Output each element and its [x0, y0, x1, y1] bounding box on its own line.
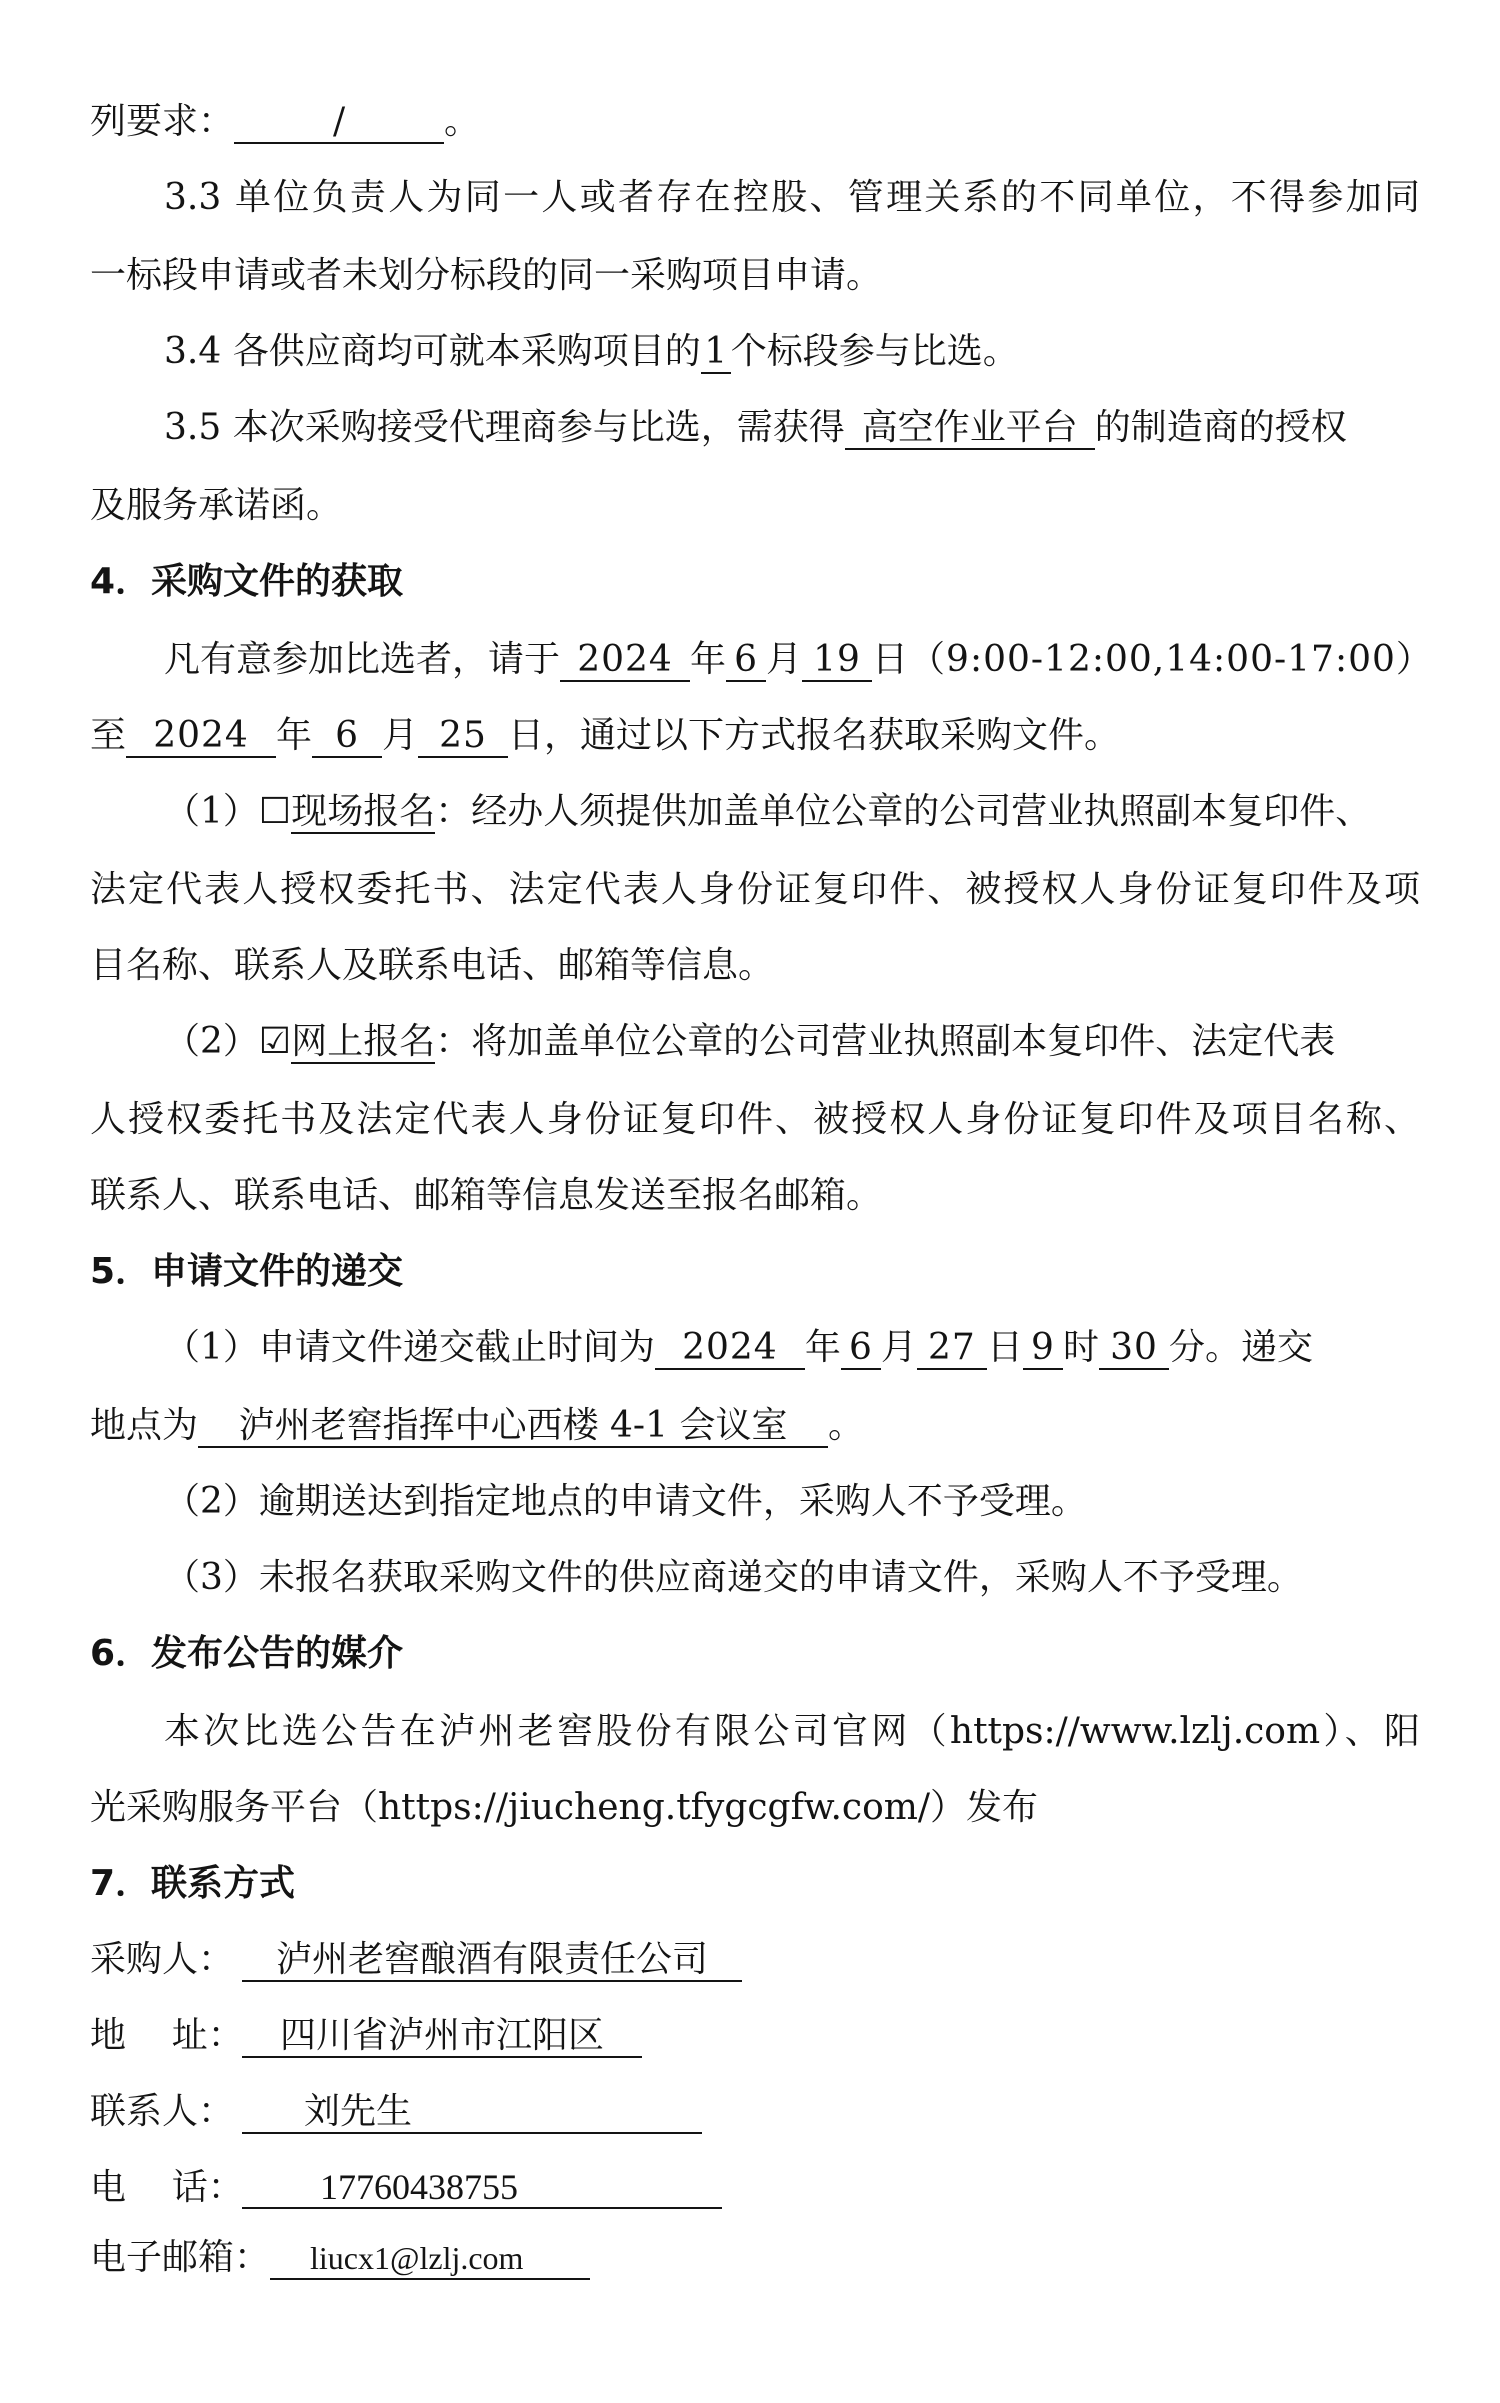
onsite-registration-line-3: 目名称、联系人及联系电话、邮箱等信息。	[90, 945, 775, 986]
onsite-registration-label: 现场报名	[291, 791, 436, 832]
period-outro: 日，通过以下方式报名获取采购文件。	[508, 715, 1121, 756]
contact-label: 联系人：	[90, 2091, 235, 2132]
onsite-registration-line-2: 法定代表人授权委托书、法定代表人身份证复印件、被授权人身份证复印件及项	[90, 869, 1420, 910]
phone-value: 17760438755	[242, 2167, 722, 2209]
requirements-prefix: 列要求：	[90, 101, 235, 142]
year-label: 年	[276, 715, 313, 756]
unchecked-box-icon: ☐	[258, 791, 292, 832]
contact-value: 刘先生	[242, 2092, 702, 2134]
minute-label: 分。递交	[1168, 1327, 1313, 1368]
start-year: 2024	[560, 640, 690, 682]
deadline-minute: 30	[1099, 1328, 1169, 1370]
location-line	[90, 1400, 1420, 1452]
option-1-number: （1）	[164, 791, 259, 832]
location-end: 。	[828, 1405, 865, 1446]
option-2-number: （2）	[164, 1021, 259, 1062]
deadline-month: 6	[841, 1328, 881, 1370]
online-registration-text: ：将加盖单位公章的公司营业执照副本复印件、法定代表	[435, 1021, 1336, 1062]
end-month: 6	[312, 716, 382, 758]
late-submission-rule: （2）逾期送达到指定地点的申请文件，采购人不予受理。	[164, 1481, 1087, 1522]
period-intro: 凡有意参加比选者，请于	[164, 639, 561, 680]
deadline-intro: （1）申请文件递交截止时间为	[164, 1327, 655, 1368]
email-line	[90, 2232, 1420, 2284]
address-value: 四川省泸州市江阳区	[242, 2016, 642, 2058]
section-4-period-line-2	[90, 710, 1420, 762]
deadline-day: 27	[917, 1328, 987, 1370]
phone-label: 电 话：	[90, 2167, 244, 2208]
section-7-title: 7．联系方式	[90, 1863, 296, 1904]
address-label: 地 址：	[90, 2015, 244, 2056]
address-line	[90, 2010, 1420, 2062]
deadline-line	[164, 1322, 1420, 1374]
requirements-line	[90, 96, 1420, 148]
clause-3-5-pre: 3.5 本次采购接受代理商参与比选，需获得	[164, 407, 845, 448]
end-year: 2024	[126, 716, 276, 758]
start-month: 6	[726, 640, 766, 682]
submission-location: 泸州老窖指挥中心西楼 4-1 会议室	[198, 1406, 828, 1448]
start-day: 19	[802, 640, 872, 682]
onsite-registration-text: ：经办人须提供加盖单位公章的公司营业执照副本复印件、	[435, 791, 1372, 832]
section-6-title: 6．发布公告的媒介	[90, 1633, 404, 1674]
checked-box-icon: ☑	[258, 1021, 292, 1062]
clause-3-4	[164, 326, 1420, 378]
online-registration-line-1	[164, 1016, 1420, 1068]
buyer-line	[90, 1934, 1420, 1986]
buyer-value: 泸州老窖酿酒有限责任公司	[242, 1940, 742, 1982]
phone-line	[90, 2162, 1420, 2214]
requirements-end: 。	[444, 101, 481, 142]
onsite-registration-line-1	[164, 786, 1420, 838]
email-value[interactable]: liucx1@lzlj.com	[270, 2238, 590, 2280]
clause-3-3-line-2: 一标段申请或者未划分标段的同一采购项目申请。	[90, 255, 883, 296]
clause-3-3-line-1: 3.3 单位负责人为同一人或者存在控股、管理关系的不同单位，不得参加同	[164, 177, 1420, 218]
year-label: 年	[804, 1327, 841, 1368]
section-4-period-line-1	[164, 634, 1433, 686]
media-line-2: 光采购服务平台（https://jiucheng.tfygcgfw.com/）发布	[90, 1787, 1039, 1828]
day-label: 日	[986, 1327, 1023, 1368]
unregistered-submission-rule: （3）未报名获取采购文件的供应商递交的申请文件，采购人不予受理。	[164, 1557, 1303, 1598]
end-day: 25	[418, 716, 508, 758]
contact-line	[90, 2086, 1420, 2138]
online-registration-label: 网上报名	[291, 1021, 436, 1062]
to-label: 至	[90, 715, 127, 756]
email-label: 电子邮箱：	[90, 2237, 271, 2278]
month-label: 月	[766, 639, 803, 680]
clause-3-5-line-2: 及服务承诺函。	[90, 485, 343, 526]
online-registration-line-2: 人授权委托书及法定代表人身份证复印件、被授权人身份证复印件及项目名称、	[90, 1099, 1420, 1140]
hour-label: 时	[1062, 1327, 1099, 1368]
deadline-year: 2024	[655, 1328, 805, 1370]
section-4-title: 4．采购文件的获取	[90, 561, 404, 602]
clause-3-5-post: 的制造商的授权	[1094, 407, 1347, 448]
section-5-title: 5．申请文件的递交	[90, 1251, 404, 1292]
online-registration-line-3: 联系人、联系电话、邮箱等信息发送至报名邮箱。	[90, 1175, 883, 1216]
year-label: 年	[690, 639, 727, 680]
clause-3-4-pre: 3.4 各供应商均可就本采购项目的	[164, 331, 701, 372]
media-line-1: 本次比选公告在泸州老窖股份有限公司官网（https://www.lzlj.com）、阳	[164, 1711, 1420, 1752]
deadline-hour: 9	[1023, 1328, 1063, 1370]
lot-count: 1	[701, 332, 731, 374]
month-label: 月	[880, 1327, 917, 1368]
location-intro: 地点为	[90, 1405, 199, 1446]
clause-3-5-line-1	[164, 402, 1420, 454]
authorized-product: 高空作业平台	[845, 408, 1095, 450]
buyer-label: 采购人：	[90, 1939, 235, 1980]
requirements-blank: /	[234, 102, 444, 144]
office-hours: 日（9:00-12:00,14:00-17:00）	[872, 639, 1433, 680]
clause-3-4-post: 个标段参与比选。	[730, 331, 1019, 372]
month-label: 月	[382, 715, 419, 756]
